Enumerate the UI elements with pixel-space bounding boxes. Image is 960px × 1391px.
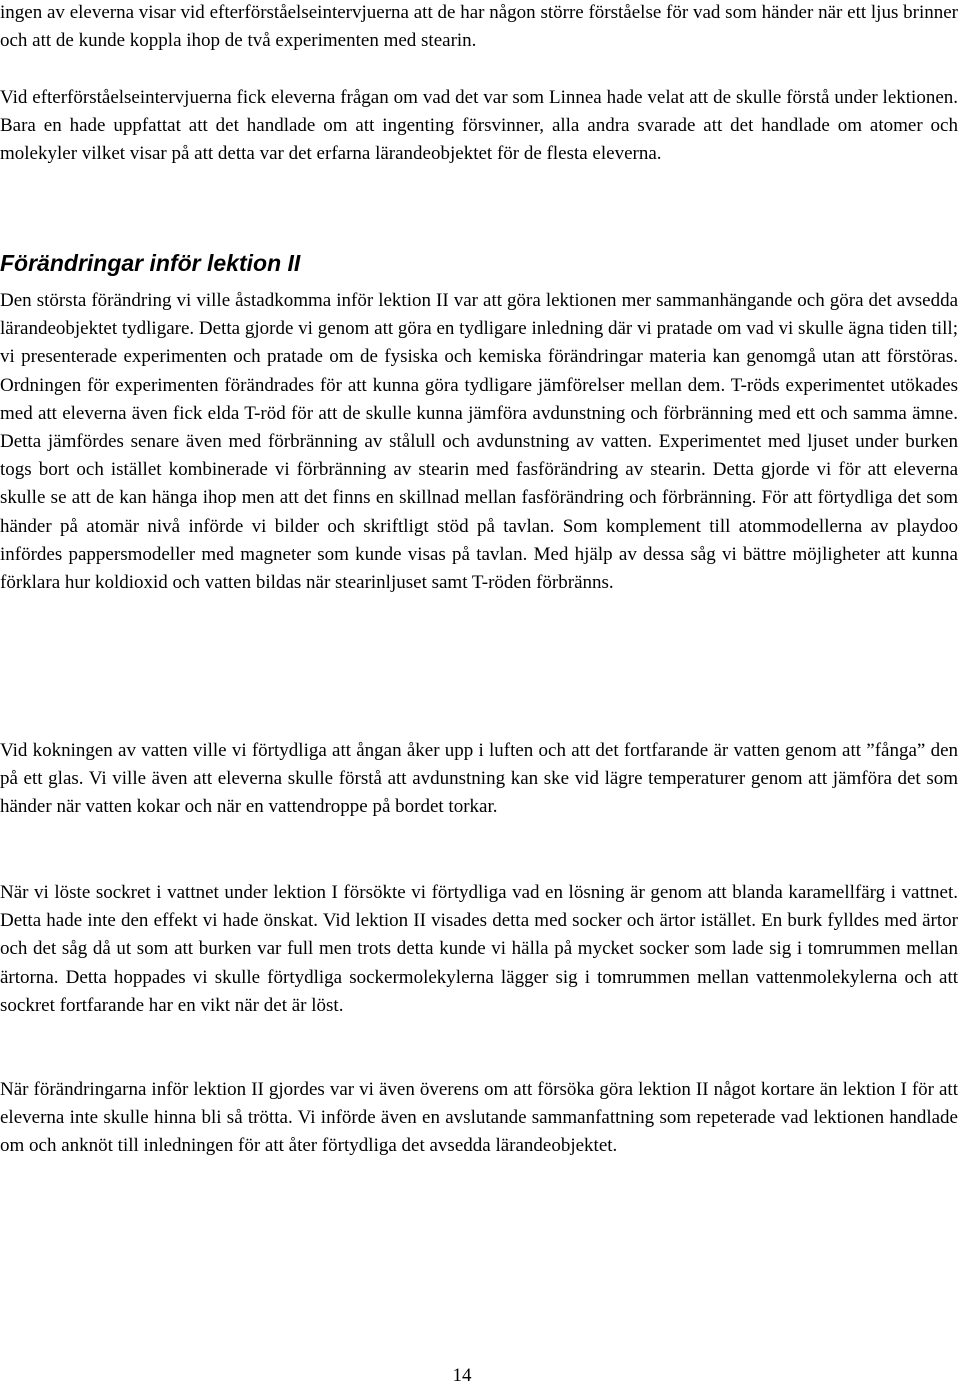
paragraph-length: När förändringarna inför lektion II gjordes var vi även överens om att försöka göra lektion II något kortare än lektion I för att eleverna inte skulle hinna bli så trötta. Vi införde även en avslutande sammanfattning som repeterade vad lektionen handlade om och anknöt till inledningen för att åter förtydliga det avsedda lärandeobjektet. — [0, 1079, 958, 1157]
paragraph-interview: Vid efterförståelseintervjuerna fick eleverna frågan om vad det var som Linnea hade velat att de skulle förstå under lektionen. Bara en hade uppfattat att det handlade om att ingenting försvinner, alla andra svarade att det handlade om atomer och molekyler vilket visar på att detta var det erfarna lärandeobjektet för de flesta eleverna. — [0, 87, 958, 165]
intro-paragraph-continued: ingen av eleverna visar vid efterförståelseintervjuerna att de har någon större förståelse för vad som händer när ett ljus brinner och att de kunde koppla ihop de två experimenten med stearin. — [0, 2, 958, 52]
paragraph-changes: Den största förändring vi ville åstadkomma inför lektion II var att göra lektionen mer sammanhängande och göra det avsedda lärandeobjektet tydligare. Detta gjorde vi genom att göra en tydligare inledning där vi pratade om vad vi skulle ägna tiden till; vi presenterade experimenten och pratade om de fysiska och kemiska förändringar materia kan genomgå utan att förstöras. Ordningen för experimenten förändrades för att kunna göra tydligare jämförelser mellan dem. T-röds experimentet utökades med att eleverna även fick elda T-röd för att de skulle kunna jämföra avdunstning och förbränning med ett och samma ämne. Detta jämfördes senare även med förbränning av stålull och avdunstning av vatten. Experimentet med ljuset under burken togs bort och istället kombinerade vi förbränning av stearin med fasförändring av stearin. Detta gjorde vi för att eleverna skulle se att de kan hänga ihop men att det finns en skillnad mellan fasförändring och förbränning. För att förtydliga det som händer på atomär nivå införde vi bilder och skriftligt stöd på tavlan. Som komplement till atommodellerna av playdoo infördes pappersmodeller med magneter som kunde visas på tavlan. Med hjälp av dessa såg vi bättre möjligheter att kunna förklara hur koldioxid och vatten bildas när stearinljuset samt T-röden förbränns. — [0, 290, 958, 594]
page-number: 14 — [452, 1365, 472, 1386]
paragraph-boiling: Vid kokningen av vatten ville vi förtydliga att ångan åker upp i luften och att det fortfarande är vatten genom att ”fånga” den på ett glas. Vi ville även att eleverna skulle förstå att avdunstning kan ske vid lägre temperaturer genom att jämföra det som händer när vatten kokar och när en vattendroppe på bordet torkar. — [0, 740, 958, 818]
section-heading: Förändringar inför lektion II — [0, 250, 301, 276]
paragraph-sugar: När vi löste sockret i vattnet under lektion I försökte vi förtydliga vad en lösning är genom att blanda karamellfärg i vattnet. Detta hade inte den effekt vi hade önskat. Vid lektion II visades detta med socker och ärtor istället. En burk fylldes med ärtor och det såg då ut som att burken var full men trots detta kunde vi hälla på mycket socker som lade sig i tomrummen mellan ärtorna. Detta hoppades vi skulle förtydliga sockermolekylerna lägger sig i tomrummen mellan vattenmolekylerna och att sockret fortfarande har en vikt när det är löst. — [0, 882, 958, 1016]
